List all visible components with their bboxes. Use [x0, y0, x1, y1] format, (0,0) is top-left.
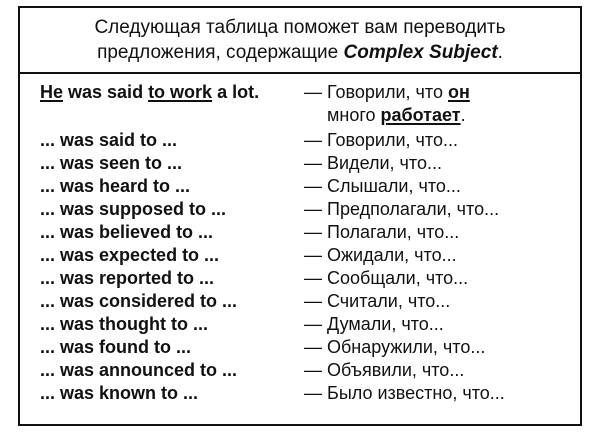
- example-russian-prefix: — Говорили, что: [304, 82, 448, 102]
- russian-translation: — Сообщали, что...: [304, 268, 469, 288]
- example-row-continuation: [20, 105, 580, 129]
- table-row: [20, 153, 580, 177]
- russian-translation: — Думали, что...: [304, 314, 444, 334]
- example-russian-subject: он: [447, 82, 470, 102]
- example-russian-verb: работает: [380, 105, 461, 125]
- english-phrase: ... was heard to ...: [40, 176, 191, 196]
- header-line-2: [20, 40, 580, 65]
- english-phrase: ... was considered to ...: [40, 291, 238, 311]
- russian-translation: — Считали, что...: [304, 291, 451, 311]
- example-english-end: a lot.: [212, 82, 260, 102]
- russian-translation: — Ожидали, что...: [304, 245, 457, 265]
- example-russian-line-2: [327, 105, 466, 126]
- russian-translation: — Видели, что...: [304, 153, 442, 173]
- english-phrase: ... was known to ...: [40, 383, 199, 403]
- example-russian-line-2-prefix: много: [327, 105, 381, 125]
- russian-translation: — Предполагали, что...: [304, 199, 500, 219]
- russian-translation: — Было известно, что...: [304, 383, 505, 403]
- example-row: [20, 82, 580, 106]
- english-phrase: ... was seen to ...: [40, 153, 183, 173]
- english-phrase: ... was reported to ...: [40, 268, 215, 288]
- example-russian-line-1: [304, 82, 470, 103]
- table-row: [20, 383, 580, 407]
- header-line-2-suffix: .: [497, 42, 503, 63]
- header-emphasis: Complex Subject: [343, 42, 498, 63]
- russian-translation: — Обнаружили, что...: [304, 337, 486, 357]
- table-row: [20, 314, 580, 338]
- english-phrase: ... was said to ...: [40, 130, 178, 150]
- header-line-1: Следующая таблица поможет вам переводить: [94, 17, 506, 38]
- example-infinitive: to work: [148, 82, 213, 102]
- table-row: [20, 176, 580, 200]
- table-frame: [18, 6, 582, 426]
- table-row: [20, 130, 580, 154]
- table-row: [20, 337, 580, 361]
- table-row: [20, 199, 580, 223]
- english-phrase: ... was expected to ...: [40, 245, 220, 265]
- table-row: [20, 268, 580, 292]
- russian-translation: — Говорили, что...: [304, 130, 458, 150]
- example-english: [40, 82, 259, 103]
- header-line-2-prefix: предложения, содержащие: [97, 42, 344, 63]
- russian-translation: — Слышали, что...: [304, 176, 461, 196]
- russian-translation: — Объявили, что...: [304, 360, 465, 380]
- russian-translation: — Полагали, что...: [304, 222, 460, 242]
- example-subject: He: [40, 82, 64, 102]
- table-row: [20, 360, 580, 384]
- table-header: [20, 8, 580, 74]
- english-phrase: ... was announced to ...: [40, 360, 238, 380]
- table-row: [20, 291, 580, 315]
- example-russian-line-2-suffix: .: [460, 105, 466, 125]
- english-phrase: ... was supposed to ...: [40, 199, 227, 219]
- table-row: [20, 222, 580, 246]
- example-english-mid: was said: [63, 82, 149, 102]
- english-phrase: ... was found to ...: [40, 337, 191, 357]
- english-phrase: ... was believed to ...: [40, 222, 214, 242]
- table-row: [20, 245, 580, 269]
- english-phrase: ... was thought to ...: [40, 314, 208, 334]
